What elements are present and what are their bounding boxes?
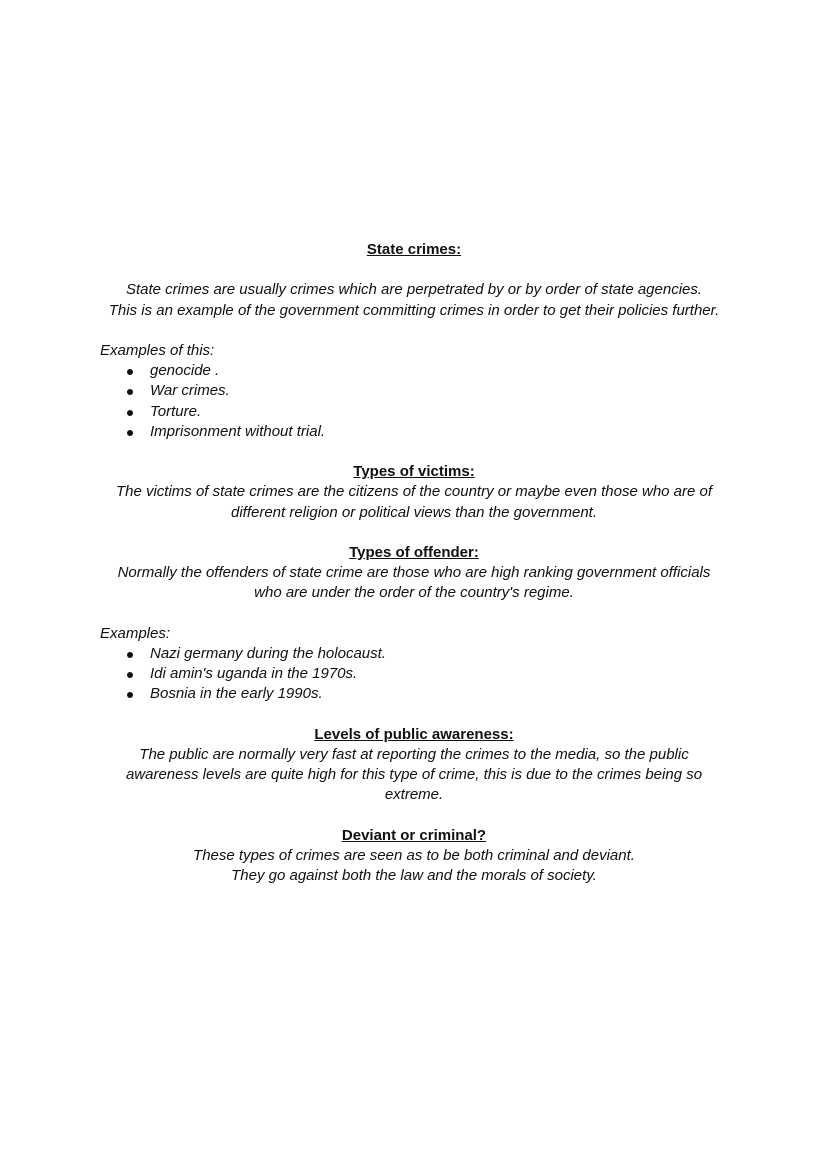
list-item: Nazi germany during the holocaust. (94, 644, 734, 664)
heading-state-crimes: State crimes: (366, 241, 462, 258)
paragraph-line: extreme. (384, 786, 444, 804)
examples-label: Examples: (100, 624, 171, 642)
document-body (94, 240, 734, 886)
list-item: Torture. (94, 402, 734, 422)
paragraph-line: awareness levels are quite high for this type of crime, this is due to the crimes being so (125, 766, 703, 784)
heading-types-of-victims: Types of victims: (353, 463, 475, 481)
list-item: Bosnia in the early 1990s. (94, 684, 734, 704)
paragraph-line: The public are normally very fast at reporting the crimes to the media, so the public (139, 745, 689, 763)
examples-label: Examples of this: (100, 341, 215, 359)
paragraph-line: This is an example of the government committing crimes in order to get their policies further. (108, 301, 720, 319)
paragraph-line: The victims of state crimes are the citizens of the country or maybe even those who are of (115, 483, 713, 501)
paragraph-line: These types of crimes are seen as to be both criminal and deviant. (193, 846, 635, 864)
state-crime-examples-list (94, 361, 734, 442)
paragraph-line: who are under the order of the country's regime. (254, 584, 574, 602)
heading-public-awareness: Levels of public awareness: (314, 725, 514, 743)
list-item: Idi amin's uganda in the 1970s. (94, 664, 734, 684)
paragraph-line: State crimes are usually crimes which are perpetrated by or by order of state agencies. (125, 281, 703, 299)
heading-types-of-offender: Types of offender: (349, 543, 479, 561)
paragraph-line: different religion or political views than the government. (230, 503, 598, 521)
list-item: genocide . (94, 361, 734, 381)
list-item: War crimes. (94, 381, 734, 401)
paragraph-line: Normally the offenders of state crime are those who are high ranking government officials (117, 564, 711, 582)
offender-examples-list (94, 644, 734, 705)
paragraph-line: They go against both the law and the morals of society. (231, 867, 597, 885)
list-item: Imprisonment without trial. (94, 422, 734, 442)
heading-deviant-or-criminal: Deviant or criminal? (341, 826, 487, 844)
